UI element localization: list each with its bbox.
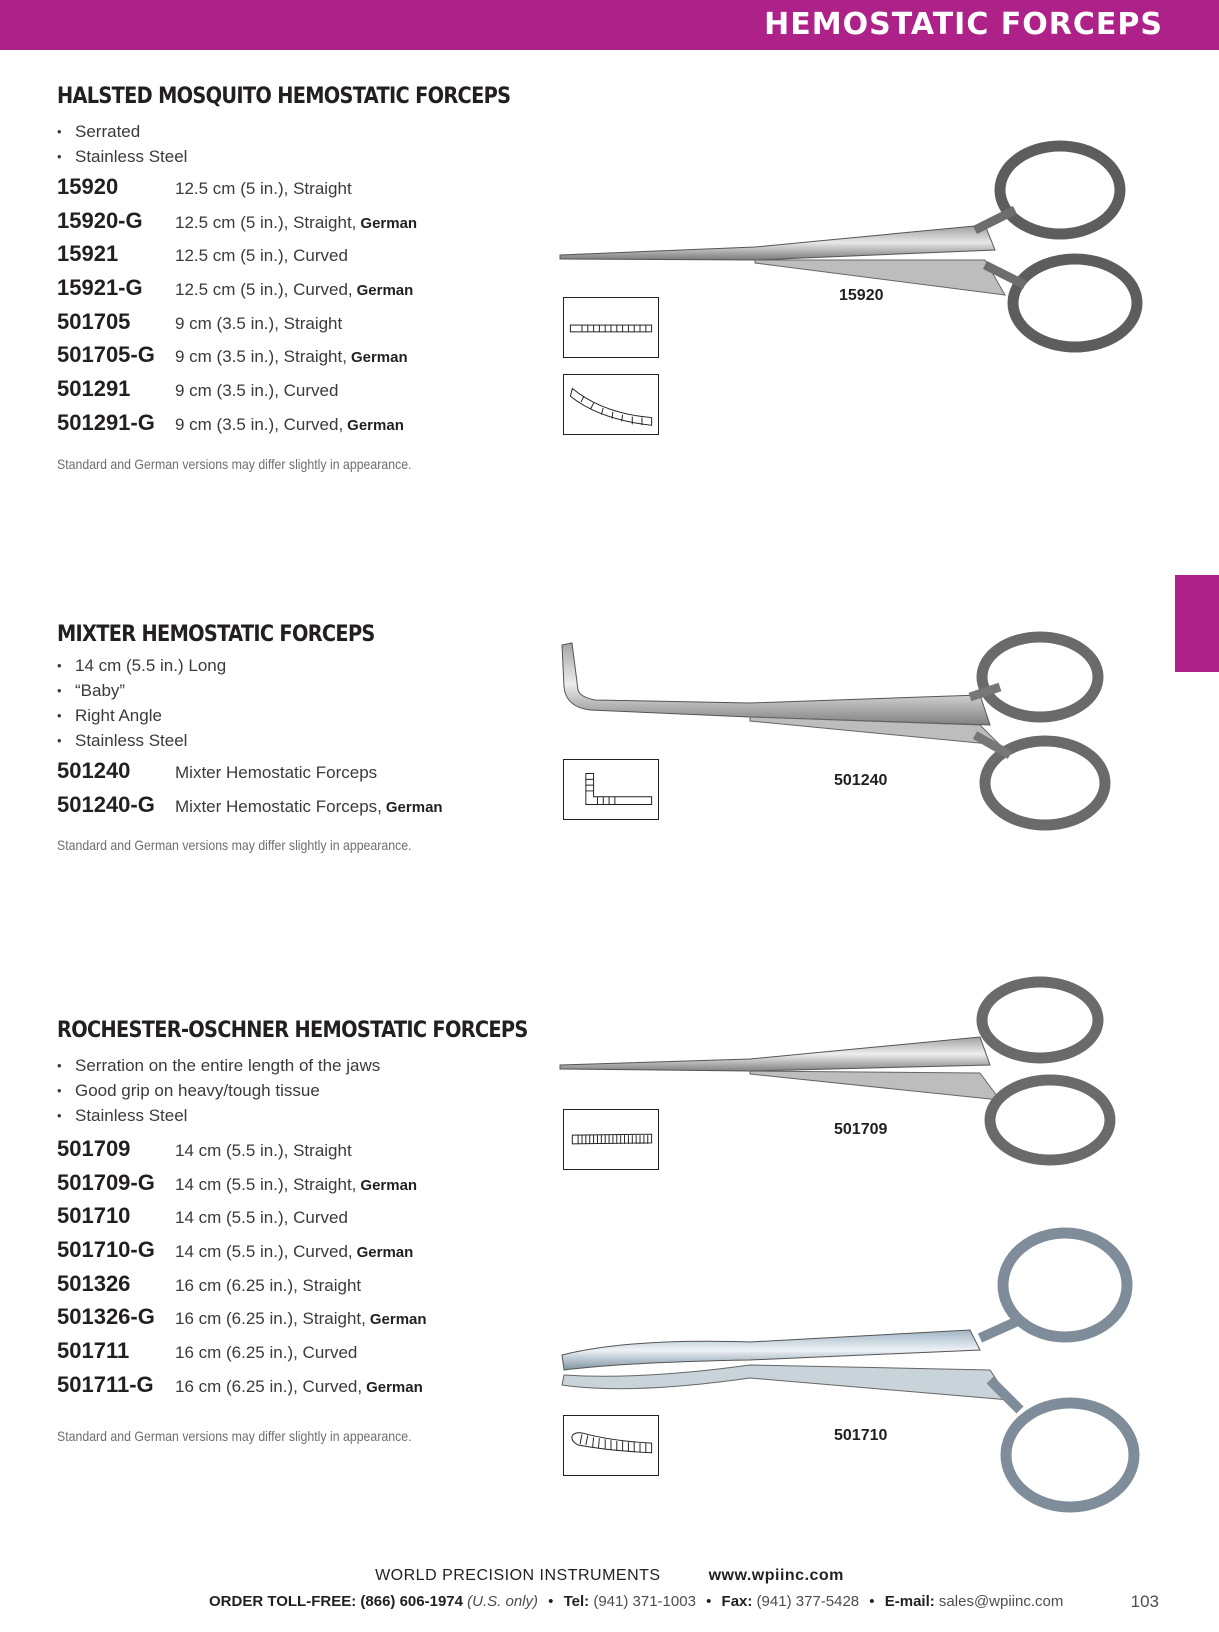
section-title: HALSTED MOSQUITO HEMOSTATIC FORCEPS [57, 84, 511, 109]
feature-list [57, 653, 527, 753]
product-desc: 12.5 cm (5 in.), Curved, [175, 280, 353, 300]
section-side-tab [1175, 575, 1219, 672]
product-row [57, 1304, 527, 1338]
feature-list [57, 1053, 527, 1128]
product-row [57, 1372, 527, 1406]
feature-item: • Good grip on heavy/tough tissue [57, 1078, 527, 1103]
order-label: ORDER TOLL-FREE: [209, 1593, 357, 1610]
feature-item: • Serration on the entire length of the jaws [57, 1053, 527, 1078]
tip-detail-curved [563, 374, 659, 435]
german-tag: German [356, 282, 414, 300]
separator-dot: • [869, 1593, 875, 1610]
product-desc: 12.5 cm (5 in.), Straight, [175, 212, 357, 232]
section-title: ROCHESTER-OSCHNER HEMOSTATIC FORCEPS [57, 1018, 528, 1043]
german-tag: German [350, 349, 408, 367]
product-code: 501709-G [57, 1169, 155, 1195]
product-row [57, 758, 527, 792]
feature-item: • “Baby” [57, 678, 527, 703]
product-code: 501240-G [57, 791, 155, 817]
product-row [57, 792, 527, 826]
order-note: (U.S. only) [467, 1593, 538, 1610]
product-code: 501709 [57, 1136, 131, 1161]
tip-detail-curved-serration [563, 1415, 659, 1476]
product-desc: 16 cm (6.25 in.), Curved [175, 1343, 358, 1363]
product-code: 501705 [57, 308, 131, 334]
product-row [57, 208, 527, 242]
product-desc: Mixter Hemostatic Forceps [175, 763, 378, 782]
product-code: 501291-G [57, 409, 155, 435]
image-label: 15920 [839, 287, 884, 304]
product-table [57, 1136, 527, 1406]
separator-dot: • [548, 1593, 554, 1610]
feature-item: • 14 cm (5.5 in.) Long [57, 653, 527, 678]
feature-item: • Stainless Steel [57, 144, 527, 169]
product-desc: 16 cm (6.25 in.), Straight, [175, 1309, 366, 1329]
product-desc: 12.5 cm (5 in.), Straight [175, 179, 352, 198]
product-row [57, 1271, 527, 1305]
product-table [57, 758, 527, 825]
product-desc: 9 cm (3.5 in.), Curved, [175, 414, 344, 434]
product-row [57, 1136, 527, 1170]
german-tag: German [360, 214, 418, 232]
product-desc: 12.5 cm (5 in.), Curved [175, 246, 348, 266]
product-code: 501326-G [57, 1304, 155, 1330]
product-code: 501711-G [57, 1371, 154, 1397]
appearance-note: Standard and German versions may differ slightly in appearance. [57, 837, 412, 854]
product-code: 501711 [57, 1338, 130, 1364]
product-desc: 16 cm (6.25 in.), Straight [175, 1275, 362, 1295]
product-row [57, 1203, 527, 1237]
product-code: 501705-G [57, 342, 155, 368]
separator-dot: • [706, 1593, 712, 1610]
product-code: 501710 [57, 1203, 131, 1229]
email-label: E-mail: [884, 1593, 935, 1610]
product-desc: 14 cm (5.5 in.), Curved, [175, 1242, 353, 1262]
product-desc: 16 cm (6.25 in.), Curved, [175, 1376, 363, 1396]
product-desc: 9 cm (3.5 in.), Straight, [175, 347, 347, 367]
product-desc: Mixter Hemostatic Forceps, [175, 796, 382, 816]
company-name: WORLD PRECISION INSTRUMENTS [375, 1567, 661, 1584]
german-tag: German [385, 798, 443, 816]
product-row [57, 1237, 527, 1271]
section-title: MIXTER HEMOSTATIC FORCEPS [57, 622, 375, 647]
product-table [57, 174, 527, 444]
product-row [57, 342, 527, 376]
section-rochester-oschner [57, 1018, 527, 1444]
german-tag: German [366, 1378, 423, 1396]
feature-item: • Stainless Steel [57, 728, 527, 753]
product-row [57, 241, 527, 275]
header-bar [0, 0, 1219, 50]
order-phone: (866) 606-1974 [360, 1593, 463, 1610]
german-tag: German [369, 1311, 427, 1329]
footer-brand-line [0, 1567, 1219, 1585]
feature-item: • Right Angle [57, 703, 527, 728]
product-desc: 9 cm (3.5 in.), Curved [175, 381, 339, 401]
email-link[interactable]: sales@wpiinc.com [938, 1593, 1064, 1610]
product-code: 501326 [57, 1270, 131, 1296]
product-desc: 14 cm (5.5 in.), Straight [175, 1141, 352, 1160]
fax-number: (941) 377-5428 [756, 1593, 860, 1610]
image-label: 501240 [834, 772, 888, 789]
product-desc: 14 cm (5.5 in.), Curved [175, 1208, 348, 1228]
fax-label: Fax: [721, 1593, 753, 1610]
feature-item: • Serrated [57, 119, 527, 144]
page-category-title: HEMOSTATIC FORCEPS [764, 7, 1163, 42]
appearance-note: Standard and German versions may differ slightly in appearance. [57, 455, 412, 472]
product-code: 501291 [57, 376, 131, 402]
product-code: 501710-G [57, 1237, 155, 1263]
product-code: 15920-G [57, 207, 143, 233]
feature-list [57, 119, 527, 169]
tip-detail-right-angle [563, 759, 659, 820]
feature-item: • Stainless Steel [57, 1103, 527, 1128]
product-code: 15920 [57, 174, 119, 199]
appearance-note: Standard and German versions may differ slightly in appearance. [57, 1427, 412, 1444]
section-mixter [57, 622, 527, 853]
product-code: 15921 [57, 241, 119, 267]
product-row [57, 1338, 527, 1372]
image-label: 501709 [834, 1121, 888, 1138]
tel-label: Tel: [563, 1593, 590, 1610]
german-tag: German [356, 1244, 414, 1262]
tel-number: (941) 371-1003 [593, 1593, 696, 1610]
page-number: 103 [1130, 1592, 1159, 1611]
product-row [57, 275, 527, 309]
tip-detail-straight [563, 297, 659, 358]
tip-detail-full-serration [563, 1109, 659, 1170]
product-code: 15921-G [57, 275, 143, 301]
product-row [57, 410, 527, 444]
product-row [57, 1170, 527, 1204]
image-label: 501710 [834, 1427, 888, 1444]
german-tag: German [360, 1176, 418, 1194]
product-desc: 14 cm (5.5 in.), Straight, [175, 1174, 357, 1194]
product-row [57, 376, 527, 410]
section-halsted-mosquito [57, 84, 527, 472]
footer-contact-line [209, 1593, 1063, 1610]
german-tag: German [347, 416, 404, 434]
product-desc: 9 cm (3.5 in.), Straight [175, 313, 343, 333]
product-row [57, 174, 527, 208]
website-link[interactable]: www.wpiinc.com [708, 1567, 844, 1584]
product-row [57, 309, 527, 343]
product-code: 501240 [57, 758, 131, 783]
